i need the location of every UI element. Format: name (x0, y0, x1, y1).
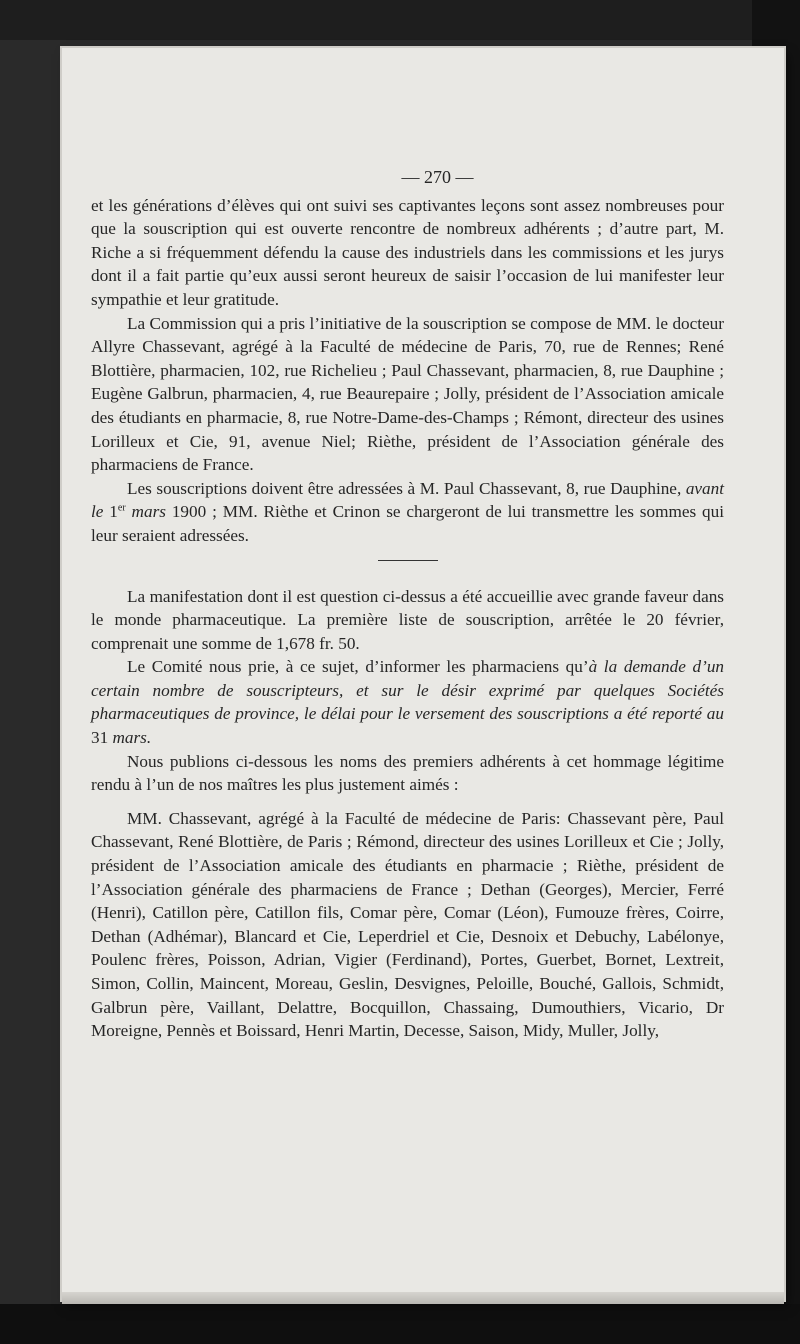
paragraph-continuation: et les générations d’élèves qui ont suivi ses captivantes leçons sont assez nombreuses pour que la souscription qui est ouverte rencontre de nombreux adhérents ; d’autre part, M. Riche a si fréquemment défendu la cause des industriels dans les commissions et les jurys dont il a fait partie qu’eux aussi seront heureux de saisir l’occasion de lui manifester leur sympathie et leur gratitude. (91, 195, 724, 309)
section-divider (378, 560, 438, 561)
superscript: er (117, 502, 126, 514)
paragraph-commission: La Commission qui a pris l’initiative de la souscription se compose de MM. le docteur Allyre Chassevant, agrégé à la Faculté de médecine de Paris, 70, rue de Rennes; René Blottière, pharmacien, 102, rue Richelieu ; Paul Chassevant, pharmacien, 8, rue Dauphine ; Eugène Galbrun, pharmacien, 4, rue Beaurepaire ; Jolly, président de l’Association amicale des étudiants en pharmacie, 8, rue Notre-Dame-des-Champs ; Rémont, directeur des usines Lorilleux et Cie, 91, avenue Niel; Rièthe, président de l’Association générale des pharmaciens de France. (91, 313, 724, 475)
text-segment: Le Comité nous prie, à ce sujet, d’informer les pharmaciens qu’ (127, 657, 589, 677)
paragraph-manifestation: La manifestation dont il est question ci-dessus a été accueillie avec grande faveur dans le monde pharmaceutique. La première liste de souscription, arrêtée le 20 février, comprenait une somme de 1,678 fr. 50. (91, 586, 724, 653)
page-content (91, 166, 724, 1043)
text-segment: 1900 ; MM. Rièthe et Crinon se chargeront de lui transmettre les sommes qui leur seraient adressées. (91, 502, 724, 545)
paragraph-comite (91, 655, 724, 749)
italic-segment: mars. (112, 728, 152, 748)
text-segment: 1 (103, 502, 118, 522)
paragraph-souscriptions (91, 477, 724, 548)
page-number: — 270 — (401, 167, 474, 187)
scan-backdrop-bottom (0, 1304, 800, 1344)
italic-segment: avant le (91, 478, 724, 522)
text-segment: 31 (91, 728, 113, 748)
paragraph-adherents-list: MM. Chassevant, agrégé à la Faculté de médecine de Paris: Chassevant père, Paul Chassevant, René Blottière, de Paris ; Rémond, directeur des usines Lorilleux et Cie ; Jolly, président de l’Association amicale des étudiants en pharmacie ; Rièthe, président de l’Association générale des pharmaciens de France ; Dethan (Georges), Mercier, Ferré (Henri), Catillon père, Catillon fils, Comar père, Comar (Léon), Fumouze frères, Coirre, Dethan (Adhémar), Blancard et Cie, Leperdriel et Cie, Desnoix et Debuchy, Labélonye, Poulenc frères, Poisson, Adrian, Vigier (Ferdinand), Portes, Guerbet, Bornet, Lextreit, Simon, Collin, Maincent, Moreau, Geslin, Desvignes, Peloille, Bouché, Gallois, Schmidt, Galbrun père, Vaillant, Delattre, Bocquillon, Chassaing, Dumouthiers, Vicario, Dr Moreigne, Pennès et Boissard, Henri Martin, Decesse, Saison, Midy, Muller, Jolly, (91, 808, 724, 1041)
italic-segment: à la demande d’un certain nombre de souscripteurs, et sur le désir exprimé par quelques Sociétés pharmaceutiques de province, le délai pour le versement des souscriptions a été reporté au (91, 657, 725, 724)
text-segment: Les souscriptions doivent être adressées à M. Paul Chassevant, 8, rue Dauphine, (127, 478, 686, 498)
page-edge (62, 1292, 784, 1304)
scan-backdrop-top (0, 0, 800, 40)
paragraph-adherents-intro: Nous publions ci-dessous les noms des premiers adhérents à cet hommage légitime rendu à l’un de nos maîtres les plus justement aimés : (91, 751, 724, 795)
italic-segment: mars (125, 502, 166, 522)
